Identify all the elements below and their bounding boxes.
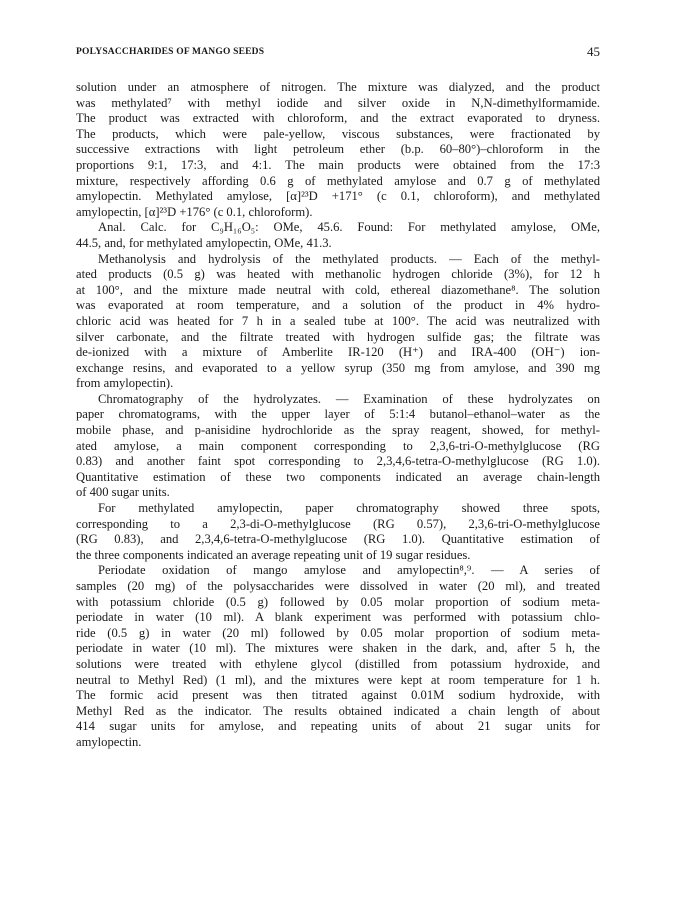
- text-line: amylopectin, [α]²³D +176° (c 0.1, chloroform).: [76, 204, 313, 219]
- text-line: Chromatography of the hydrolyzates. — Examination of these hydrolyzates on: [98, 391, 600, 406]
- text-line: successive extractions with light petroleum ether (b.p. 60–80°)–chloroform in the: [76, 142, 600, 157]
- text-line: at 100°, and the mixture made neutral with cold, ethereal diazomethane⁸. The solution: [76, 282, 600, 297]
- text-line: The formic acid present was then titrated against 0.01M sodium hydroxide, with: [76, 688, 600, 703]
- text-line: the three components indicated an average repeating unit of 19 sugar residues.: [76, 547, 471, 562]
- text-line: ated products (0.5 g) was heated with methanolic hydrogen chloride (3%), for 12 h: [76, 267, 600, 282]
- text-line: amylopectin. Methylated amylose, [α]²³D +171° (c 0.1, chloroform), and methylated: [76, 189, 600, 204]
- text-line: chloric acid was heated for 7 h in a sealed tube at 100°. The acid was neutralized with: [76, 313, 600, 328]
- text-line: was methylated⁷ with methyl iodide and silver oxide in N,N-dimethylformamide.: [76, 95, 600, 110]
- text-line: (RG 0.83), and 2,3,4,6-tetra-O-methylglucose (RG 1.0). Quantitative estimation of: [76, 532, 600, 547]
- text-line: Quantitative estimation of these two components indicated an average chain-length: [76, 469, 600, 484]
- text-line: The product was extracted with chloroform, and the extract evaporated to dryness.: [76, 111, 600, 126]
- text-line: silver carbonate, and the filtrate treated with hydrogen sulfide gas; the filtrate was: [76, 329, 600, 344]
- text-line: was evaporated at room temperature, and a solution of the product in 4% hydro-: [76, 298, 600, 313]
- text-line: mixture, respectively affording 0.6 g of methylated amylose and 0.7 g of methylated: [76, 173, 600, 188]
- text-line: 414 sugar units for amylose, and repeating units of about 21 sugar units for: [76, 719, 600, 734]
- text-line: For methylated amylopectin, paper chromatography showed three spots,: [98, 501, 600, 516]
- running-title: POLYSACCHARIDES OF MANGO SEEDS: [76, 47, 265, 57]
- text-line: amylopectin.: [76, 734, 142, 749]
- text-line: ated amylose, a main component corresponding to 2,3,6-tri-O-methylglucose (RG: [76, 438, 600, 453]
- text-line: of 400 sugar units.: [76, 485, 170, 500]
- text-line: de-ionized with a mixture of Amberlite IR-120 (H⁺) and IRA-400 (OH⁻) ion-: [76, 345, 600, 360]
- text-line: The products, which were pale-yellow, viscous substances, were fractionated by: [76, 126, 600, 141]
- text-line: samples (20 mg) of the polysaccharides were dissolved in water (20 ml), and treated: [76, 579, 600, 593]
- text-line: Methyl Red as the indicator. The results obtained indicated a chain length of about: [76, 703, 600, 718]
- text-line: periodate in water (10 ml). The mixtures were shaken in the dark, and, after 5 h, the: [76, 641, 600, 656]
- text-line: corresponding to a 2,3-di-O-methylglucose (RG 0.57), 2,3,6-tri-O-methylglucose: [76, 516, 600, 531]
- text-line: 0.83) and another faint spot corresponding to 2,3,4,6-tetra-O-methylglucose (RG 1.0).: [76, 454, 600, 469]
- text-line: paper chromatograms, with the upper layer of 5:1:4 butanol–ethanol–water as the: [76, 407, 600, 422]
- text-line: neutral to Methyl Red) (1 ml), and the mixtures were kept at room temperature for 1 h.: [76, 672, 600, 687]
- text-line: from amylopectin).: [76, 376, 174, 391]
- page-number: 45: [587, 44, 600, 59]
- text-line: with potassium chloride (0.5 g) followed by 0.05 molar proportion of sodium meta-: [76, 594, 600, 609]
- text-line: Methanolysis and hydrolysis of the methylated products. — Each of the methyl-: [98, 251, 600, 266]
- page-header: [76, 44, 600, 63]
- text-line: mobile phase, and p-anisidine hydrochloride as the spray reagent, showed, for methyl-: [76, 423, 600, 438]
- text-line: ride (0.5 g) in water (20 ml) followed by 0.05 molar proportion of sodium meta-: [76, 625, 600, 640]
- text-line: proportions 9:1, 17:3, and 4:1. The main products were obtained from the 17:3: [76, 157, 600, 172]
- text-line: Anal. Calc. for C₉H₁₆O₅: OMe, 45.6. Found: For methylated amylose, OMe,: [98, 220, 600, 235]
- body-text: [76, 80, 600, 751]
- text-line: solutions were treated with ethylene glycol (distilled from potassium hydroxide, and: [76, 656, 600, 671]
- text-line: Periodate oxidation of mango amylose and amylopectin⁸,⁹. — A series of: [98, 563, 600, 578]
- text-line: exchange resins, and evaporated to a yellow syrup (350 mg from amylose, and 390 mg: [76, 360, 600, 375]
- text-line: 44.5, and, for methylated amylopectin, OMe, 41.3.: [76, 235, 332, 250]
- text-line: solution under an atmosphere of nitrogen. The mixture was dialyzed, and the product: [76, 80, 600, 94]
- text-line: periodate in water (10 ml). A blank experiment was performed with potassium chlo-: [76, 610, 600, 625]
